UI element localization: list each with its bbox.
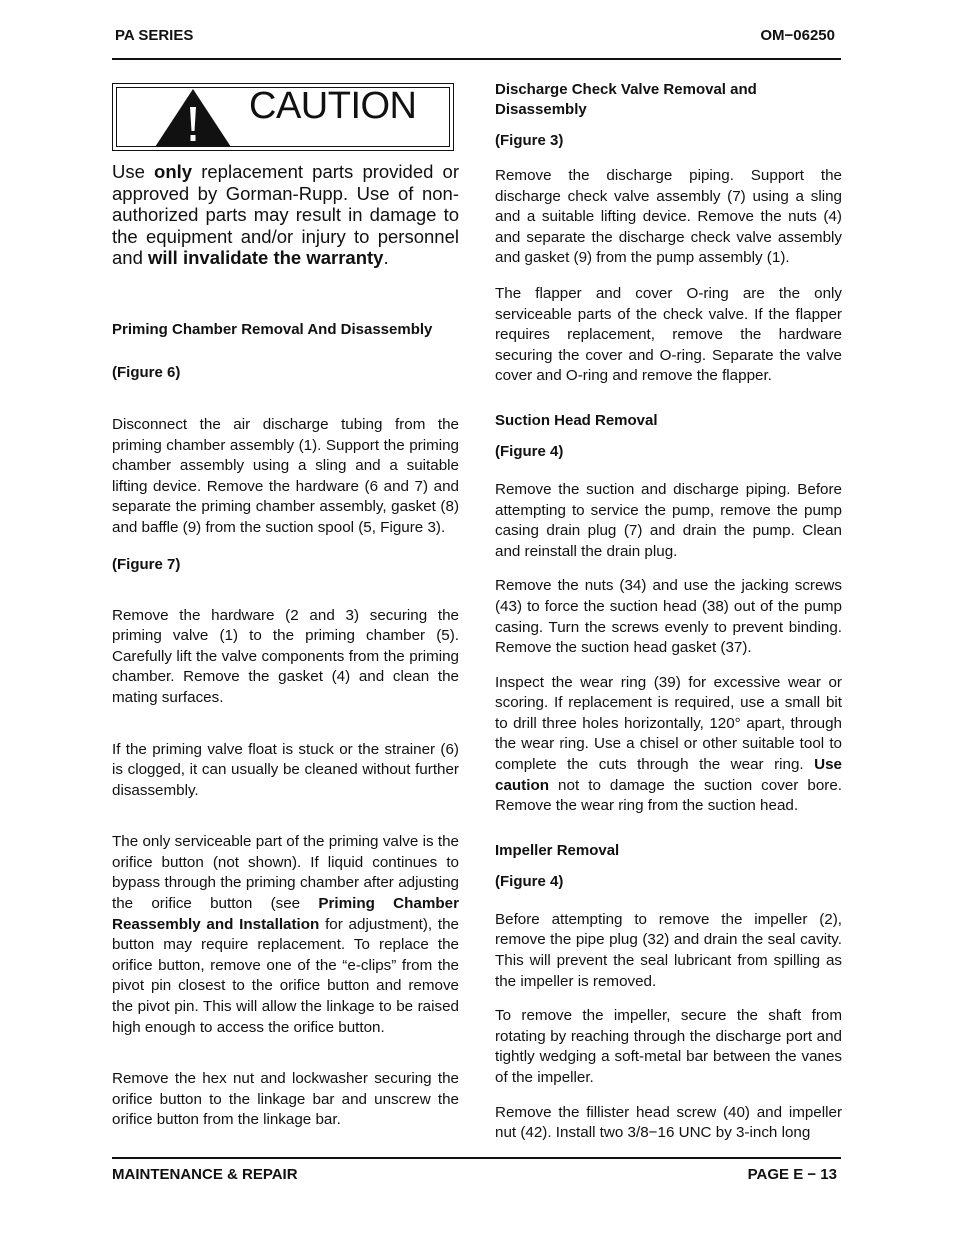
paragraph: To remove the impeller, secure the shaft from rotating by reaching through the discharge port and tightly wedging a soft-metal bar between the vanes of the impeller. — [495, 1007, 842, 1086]
header-series: PA SERIES — [115, 27, 194, 44]
heading-suction-head: Suction Head Removal — [495, 411, 658, 429]
left-column — [112, 83, 459, 1131]
paragraph: Remove the nuts (34) and use the jacking screws (43) to force the suction head (38) out of the pump casing. Turn the screws evenly to prevent binding. Remove the suction head gasket (37). — [495, 577, 842, 657]
paragraph: The flapper and cover O-ring are the only serviceable parts of the check valve. If the flapper requires replacement, remove the hardware securing the cover and O-ring. Separate the valve cover and O-ring and remove the flapper. — [495, 284, 842, 385]
caution-label: CAUTION — [249, 85, 417, 127]
header-rule — [112, 58, 841, 60]
footer-page-number: PAGE E − 13 — [747, 1166, 837, 1183]
paragraph: Disconnect the air discharge tubing from the priming chamber assembly (1). Support the priming chamber assembly using a sling and a suitable lifting device. Remove the hardware (6 and 7) and separate the priming chamber assembly, gasket (8) and baffle (9) from the suction spool (5, Figure 3). — [112, 415, 459, 536]
paragraph: Remove the hardware (2 and 3) securing the priming valve (1) to the priming chamber (5). Carefully lift the valve components from the priming chamber. Remove the gasket (4) and clean the mating surfaces. — [112, 606, 459, 706]
caution-text: Use only replacement parts provided or approved by Gorman-Rupp. Use of non-authorized parts may result in damage to the equipment and/or injury to personnel and will invalidate the warranty. — [112, 161, 459, 269]
heading-check-valve: Discharge Check Valve Removal and Disassembly — [495, 81, 757, 118]
figure-ref-4: (Figure 4) — [495, 872, 564, 890]
paragraph: Remove the discharge piping. Support the discharge check valve assembly (7) using a sling and a suitable lifting device. Remove the nuts (4) and separate the discharge check valve assembly and gasket (9) from the pump assembly (1). — [495, 167, 842, 267]
right-column — [495, 80, 842, 1144]
paragraph: Remove the fillister head screw (40) and impeller nut (42). Install two 3/8−16 UNC by 3-inch long — [495, 1103, 842, 1142]
heading-priming-chamber: Priming Chamber Removal And Disassembly — [112, 320, 433, 338]
figure-ref-7: (Figure 7) — [112, 555, 181, 573]
paragraph: If the priming valve float is stuck or the strainer (6) is clogged, it can usually be cleaned without further disassembly. — [112, 740, 459, 799]
paragraph: The only serviceable part of the priming valve is the orifice button (not shown). If liquid continues to bypass through the priming chamber after adjusting the orifice button (see Priming Chamber Reassembly and Installation for adjustment), the button may require replacement. To replace the orifice button, remove one of the “e-clips” from the pivot pin closest to the orifice button and remove the pivot pin. This will allow the linkage to be raised high enough to access the orifice button. — [112, 833, 459, 1036]
footer-section: MAINTENANCE & REPAIR — [112, 1166, 298, 1183]
figure-ref-6: (Figure 6) — [112, 363, 181, 381]
figure-ref-4: (Figure 4) — [495, 442, 564, 460]
caution-box — [112, 83, 454, 151]
paragraph: Before attempting to remove the impeller (2), remove the pipe plug (32) and drain the seal cavity. This will prevent the seal lubricant from spilling as the impeller is removed. — [495, 910, 842, 990]
heading-impeller: Impeller Removal — [495, 841, 620, 859]
paragraph: Remove the hex nut and lockwasher securing the orifice button to the linkage bar and unscrew the orifice button from the linkage bar. — [112, 1070, 459, 1129]
header-doc-number: OM−06250 — [760, 27, 835, 44]
figure-ref-3: (Figure 3) — [495, 132, 564, 149]
paragraph: Remove the suction and discharge piping. Before attempting to service the pump, remove the pump casing drain plug (7) and drain the pump. Clean and reinstall the drain plug. — [495, 480, 842, 560]
warning-triangle-icon — [153, 87, 233, 149]
footer-rule — [112, 1157, 841, 1159]
paragraph: Inspect the wear ring (39) for excessive wear or scoring. If replacement is required, use a small bit to drill three holes horizontally, 120° apart, through the wear ring. Use a chisel or other suitable tool to complete the cuts through the wear ring. Use caution not to damage the suction cover bore. Remove the wear ring from the suction head. — [495, 673, 842, 815]
